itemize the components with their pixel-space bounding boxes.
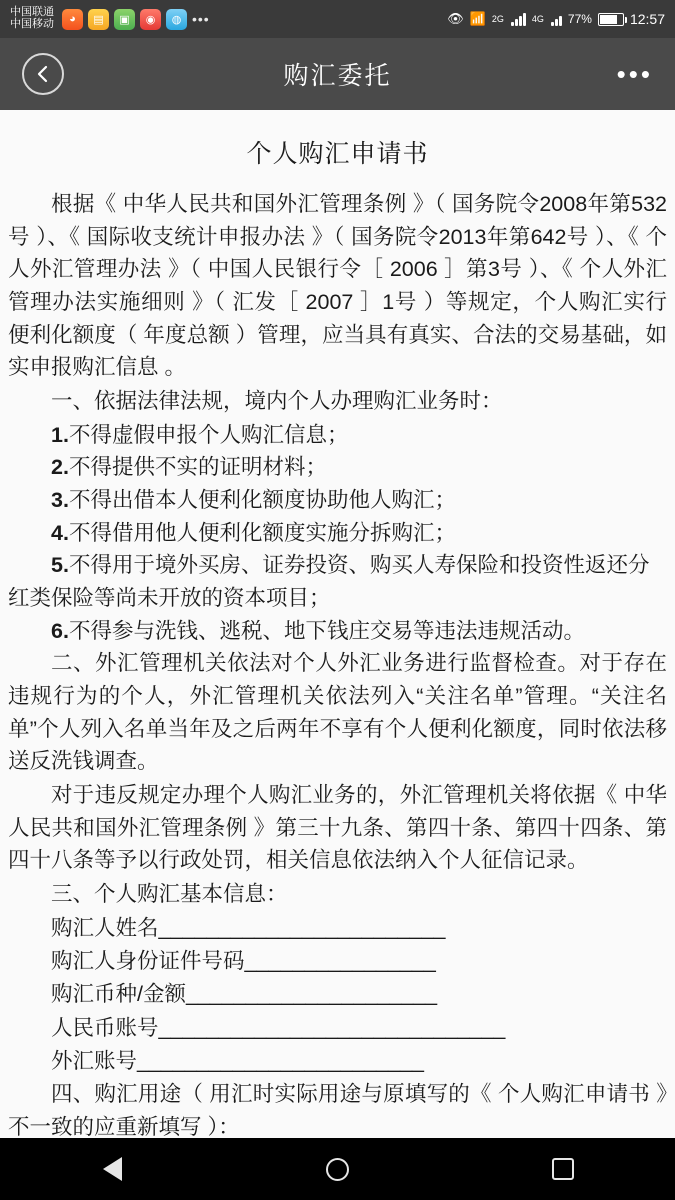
rule-text: 不得参与洗钱、逃税、地下钱庄交易等违法违规活动。 — [68, 618, 585, 643]
document-intro-paragraph: 根据《 中华人民共和国外汇管理条例 》（ 国务院令2008年第532号 ）、《 国际收支统计申报办法 》（ 国务院令2013年第642号 ）、《 个人外汇管理办法 》（ 中国人民银行令［ 2006 ］第3号 ）、《 个人外汇管理办法实施细则 》（ 汇发［ 2007 ］1号 ）等规定，个人购汇实行便利化额度（ 年度总额 ）管理，应当具有真实、合法的交易基础，如实申报购汇信息 。 — [8, 192, 667, 380]
section-two-paragraph-b: 对于违反规定办理个人购汇业务的，外汇管理机关将依据《 中华人民共和国外汇管理条例 》第三十九条、第四十条、第四十四条、第四十八条等予以行政处罚，相关信息依法纳入个人征信记录。 — [8, 783, 667, 873]
sim1-network-label: 2G — [491, 14, 504, 24]
rule-item — [8, 484, 667, 517]
gallery-app-icon: ▣ — [114, 9, 135, 30]
battery-percent-label: 77% — [567, 12, 592, 26]
status-right-group — [447, 11, 665, 27]
carrier-labels — [10, 7, 54, 30]
form-field-row — [8, 1012, 667, 1045]
maps-app-icon: ◉ — [140, 9, 161, 30]
nav-back-icon — [103, 1157, 122, 1181]
field-blank[interactable]: ________________ — [244, 949, 436, 974]
section-two-paragraph: 二、外汇管理机关依法对个人外汇业务进行监督检查。对于存在违规行为的个人，外汇管理机关依法列入“关注名单”管理。“关注名单”个人列入名单当年及之后两年不享有个人便利化额度，同时依法移送反洗钱调查。 — [8, 651, 667, 774]
field-label: 外汇账号 — [51, 1049, 138, 1074]
system-navigation-bar — [0, 1138, 675, 1200]
battery-icon — [598, 13, 624, 26]
rule-text: 不得出借本人便利化额度协助他人购汇； — [68, 488, 456, 513]
sim1-signal-icon — [511, 12, 526, 26]
rule-text: 不得提供不实的证明材料； — [68, 455, 327, 480]
rule-item — [8, 615, 667, 648]
status-bar — [0, 0, 675, 38]
photo-app-icon: ◕ — [62, 9, 83, 30]
rule-item — [8, 451, 667, 484]
rule-text: 不得用于境外买房、证券投资、购买人寿保险和投资性返还分红类保险等尚未开放的资本项目； — [8, 553, 650, 611]
nav-recents-button[interactable] — [541, 1147, 585, 1191]
rule-number: 2. — [51, 455, 69, 480]
field-label: 人民币账号 — [51, 1015, 159, 1040]
rule-text: 不得借用他人便利化额度实施分拆购汇； — [68, 520, 456, 545]
section-three-heading: 三、个人购汇基本信息： — [51, 882, 288, 907]
nav-home-icon — [326, 1158, 349, 1181]
page-title: 购汇委托 — [283, 62, 392, 90]
section-one-heading: 一、依据法律法规，境内个人办理购汇业务时： — [51, 389, 503, 414]
nav-recents-icon — [552, 1158, 574, 1180]
form-field-row — [8, 912, 667, 945]
sim2-network-label: 4G — [531, 14, 544, 24]
notification-icons — [62, 9, 210, 30]
form-field-row — [8, 978, 667, 1011]
carrier-label-2: 中国移动 — [10, 18, 54, 30]
field-label: 购汇人姓名 — [51, 915, 159, 940]
field-blank[interactable]: ________________________ — [137, 1049, 424, 1074]
rule-number: 6. — [51, 618, 69, 643]
rule-number: 5. — [51, 553, 69, 578]
section-four-heading: 四、购汇用途（ 用汇时实际用途与原填写的《 个人购汇申请书 》不一致的应重新填写 ）： — [8, 1082, 667, 1138]
field-label: 购汇人身份证件号码 — [51, 949, 245, 974]
field-label: 购汇币种/金额 — [51, 982, 186, 1007]
document-title: 个人购汇申请书 — [246, 140, 429, 168]
sim2-signal-icon — [551, 12, 562, 26]
more-dots-icon: ••• — [192, 11, 210, 27]
field-blank[interactable]: _____________________________ — [158, 1015, 506, 1040]
back-button[interactable] — [22, 53, 64, 95]
clock-label: 12:57 — [629, 11, 665, 27]
form-field-row — [8, 945, 667, 978]
rule-number: 1. — [51, 422, 69, 447]
eye-icon: 👁 — [447, 11, 464, 26]
rule-number: 4. — [51, 520, 69, 545]
field-blank[interactable]: ________________________ — [158, 915, 446, 940]
rule-number: 3. — [51, 488, 69, 513]
chevron-left-icon — [35, 64, 51, 84]
nav-back-button[interactable] — [91, 1147, 135, 1191]
rule-text: 不得虚假申报个人购汇信息； — [68, 422, 349, 447]
nav-home-button[interactable] — [316, 1147, 360, 1191]
form-field-row — [8, 1045, 667, 1078]
rule-item — [8, 419, 667, 452]
browser-app-icon: ◍ — [166, 9, 187, 30]
wifi-icon: 📶 — [469, 11, 486, 26]
carrier-label-1: 中国联通 — [10, 6, 54, 19]
field-blank[interactable]: _____________________ — [185, 982, 438, 1007]
document-scroll-area[interactable] — [0, 110, 675, 1138]
rule-item — [8, 549, 667, 614]
rule-item — [8, 517, 667, 550]
app-title-bar — [0, 38, 675, 110]
more-options-icon[interactable]: ••• — [616, 58, 653, 89]
notes-app-icon: ▤ — [88, 9, 109, 30]
